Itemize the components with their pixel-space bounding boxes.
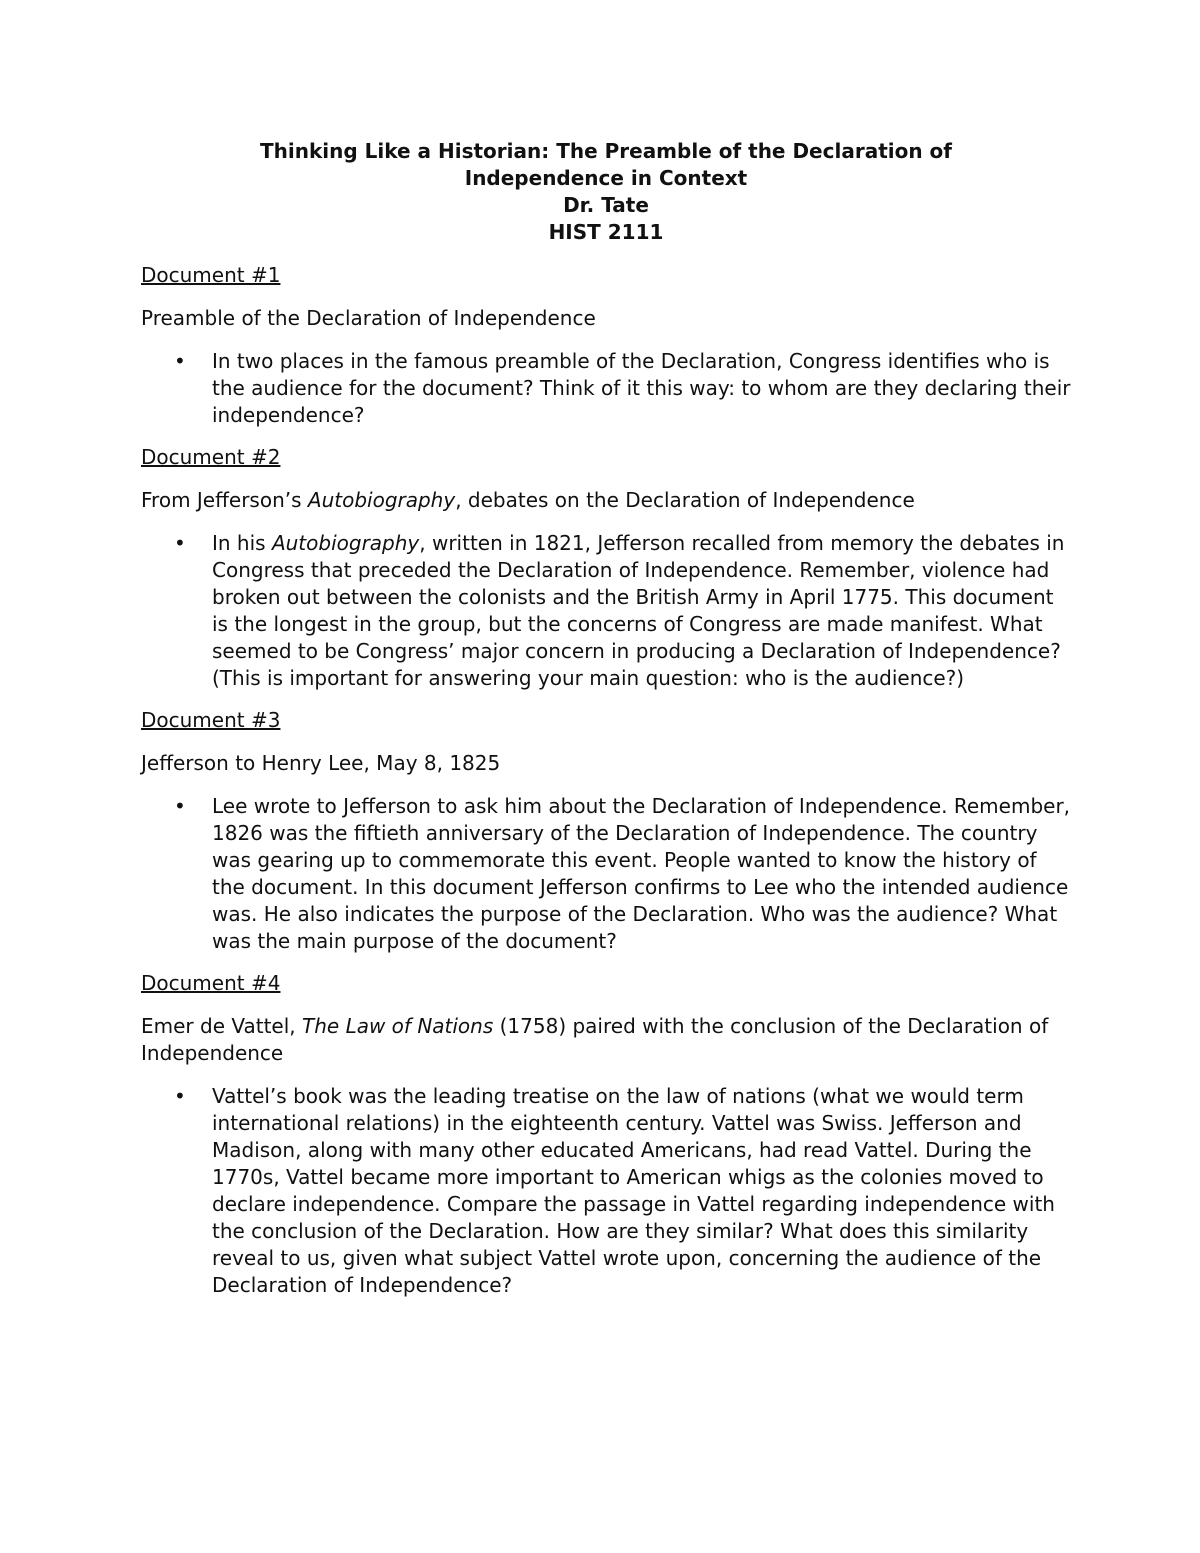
document-3-source: Jefferson to Henry Lee, May 8, 1825	[141, 751, 501, 775]
document-4-source-pre: Emer de Vattel,	[141, 1014, 303, 1038]
bullet-icon: •	[174, 349, 186, 373]
document-2-source-post: , debates on the Declaration of Independence	[455, 488, 915, 512]
document-2-heading: Document #2	[141, 445, 281, 469]
document-2-bullet-text	[212, 531, 1064, 690]
title-block	[141, 138, 1071, 246]
document-2-bullet-post: , written in 1821, Jefferson recalled from memory the debates in Congress that preceded the Declaration of Independence. Remember, violence had broken out between the colonists and the British Army in April 1775. This document is the longest in the group, but the concerns of Congress are made manifest. What seemed to be Congress’ major concern in producing a Declaration of Independence? (This is important for answering your main question: who is the audience?)	[212, 531, 1065, 690]
document-4-heading: Document #4	[141, 971, 281, 995]
document-1-bullet	[141, 348, 1071, 429]
document-1-bullet-text: In two places in the famous preamble of the Declaration, Congress identifies who is the audience for the document? Think of it this way: to whom are they declaring their independence?	[212, 349, 1071, 427]
document-4-source	[141, 1013, 1071, 1067]
title-line-1: Thinking Like a Historian: The Preamble of the Declaration of	[259, 139, 952, 163]
bullet-icon: •	[174, 1084, 186, 1108]
document-2-bullet-title: Autobiography	[271, 531, 420, 555]
document-4-source-post: (1758) paired with the conclusion of the Declaration of Independence	[141, 1014, 1049, 1065]
document-4-source-title: The Law of Nations	[302, 1014, 494, 1038]
document-2-source	[141, 487, 1071, 514]
document-body	[141, 138, 1071, 1314]
document-3-bullet-text: Lee wrote to Jefferson to ask him about the Declaration of Independence. Remember, 1826 was the fiftieth anniversary of the Declaration of Independence. The country was gearing up to commemorate this event. People wanted to know the history of the document. In this document Jefferson confirms to Lee who the intended audience was. He also indicates the purpose of the Declaration. Who was the audience? What was the main purpose of the document?	[212, 794, 1071, 953]
bullet-icon: •	[174, 794, 186, 818]
bullet-icon: •	[174, 531, 186, 555]
title-line-2: Independence in Context	[464, 166, 748, 190]
document-1-source: Preamble of the Declaration of Independence	[141, 306, 596, 330]
document-2-source-pre: From Jefferson’s	[141, 488, 308, 512]
document-3-bullet	[141, 793, 1071, 955]
author-name: Dr. Tate	[563, 193, 649, 217]
document-3-heading: Document #3	[141, 708, 281, 732]
document-2-source-title: Autobiography	[307, 488, 456, 512]
course-code: HIST 2111	[548, 220, 664, 244]
document-2-bullet-pre: In his	[212, 531, 272, 555]
document-4-bullet-text: Vattel’s book was the leading treatise on the law of nations (what we would term international relations) in the eighteenth century. Vattel was Swiss. Jefferson and Madison, along with many other educated Americans, had read Vattel. During the 1770s, Vattel became more important to American whigs as the colonies moved to declare independence. Compare the passage in Vattel regarding independence with the conclusion of the Declaration. How are they similar? What does this similarity reveal to us, given what subject Vattel wrote upon, concerning the audience of the Declaration of Independence?	[212, 1084, 1055, 1297]
document-2-bullet	[141, 530, 1071, 692]
document-1-heading: Document #1	[141, 263, 281, 287]
document-4-bullet	[141, 1083, 1071, 1299]
